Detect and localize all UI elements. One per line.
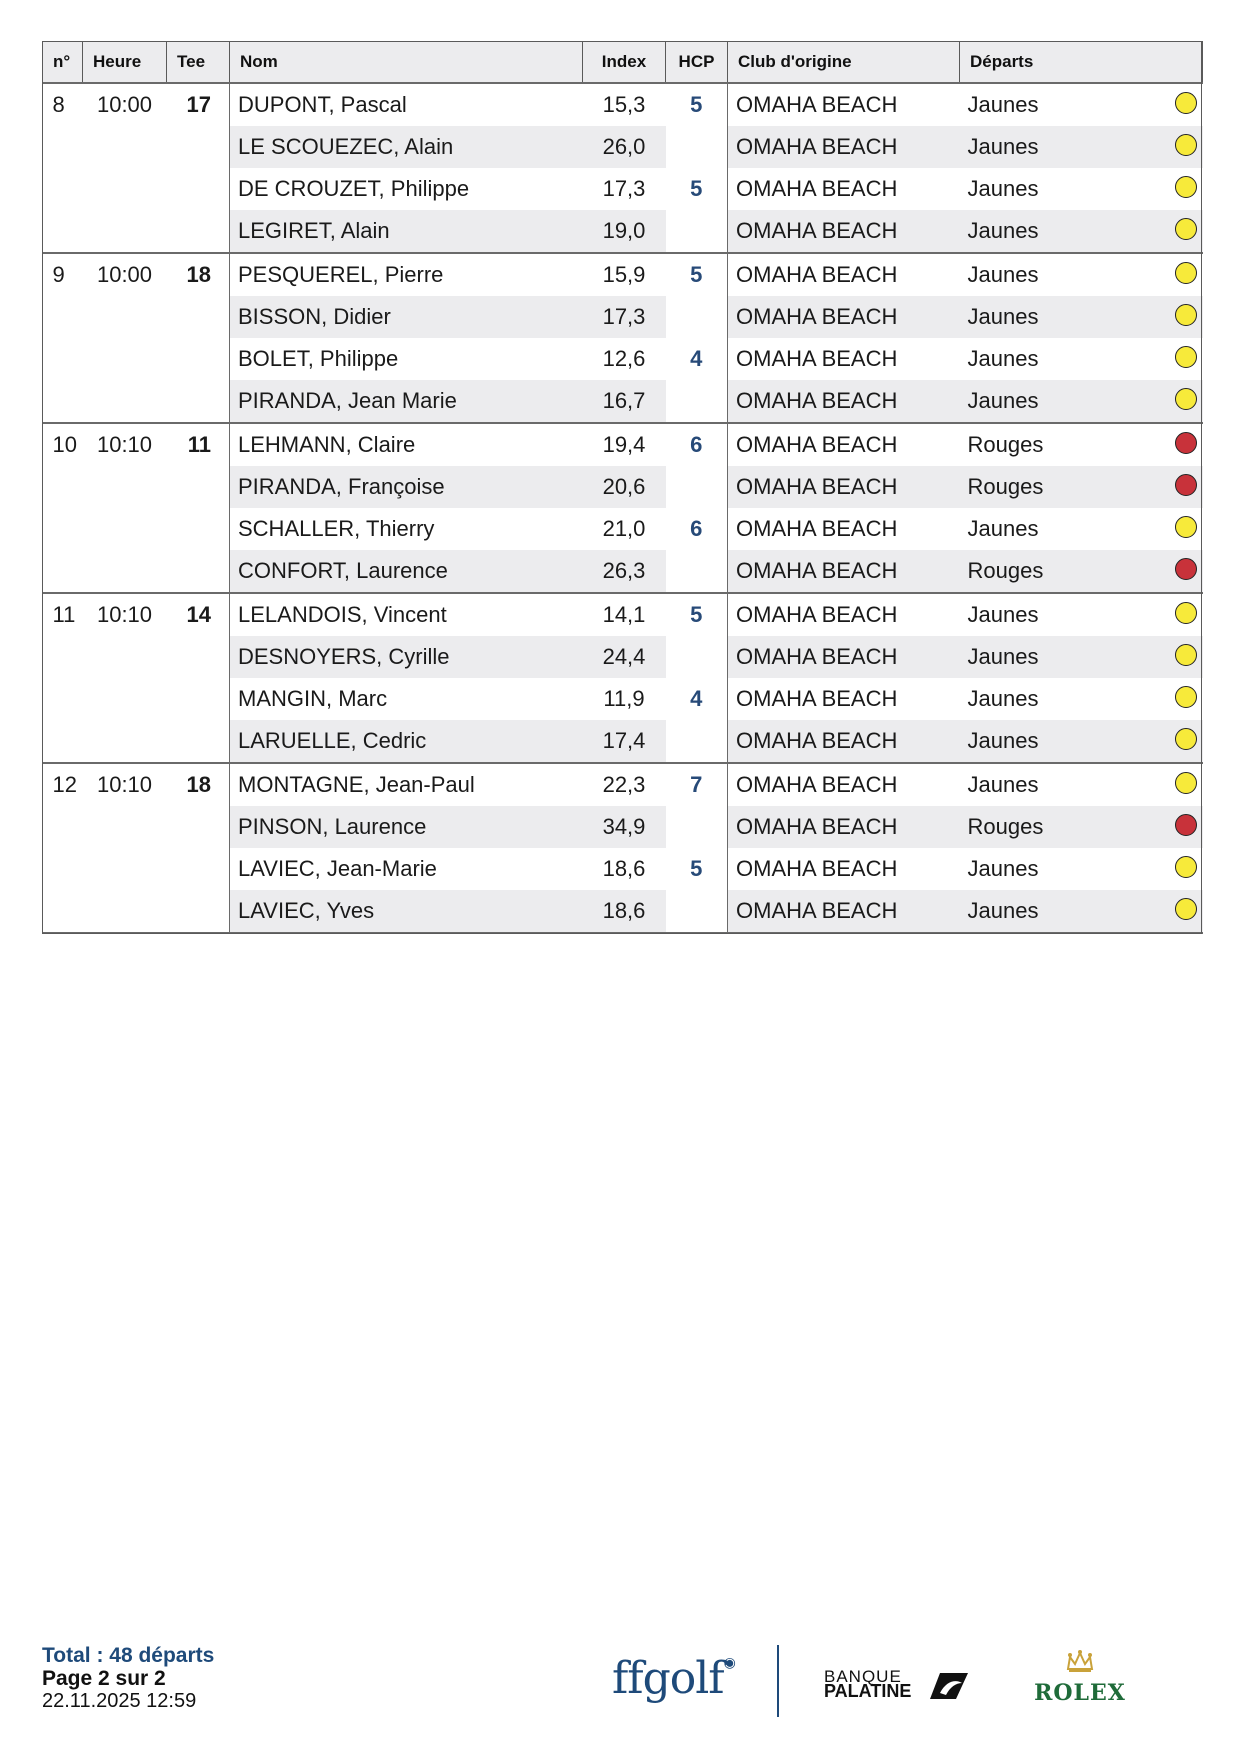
- player-club: OMAHA BEACH: [736, 772, 898, 797]
- player-hcp: 5: [666, 593, 728, 636]
- rolex-crown-icon: [1065, 1649, 1095, 1673]
- ffgolf-logo: [612, 1653, 735, 1704]
- tee-color-dot-icon: [1175, 218, 1197, 240]
- player-club: OMAHA BEACH: [728, 126, 960, 168]
- banque-label: BANQUE: [824, 1667, 902, 1686]
- depart-label: Jaunes: [967, 898, 1039, 923]
- player-depart: [960, 210, 1203, 253]
- player-name: LEHMANN, Claire: [238, 432, 416, 457]
- player-hcp: [666, 720, 728, 763]
- player-depart: [960, 466, 1203, 508]
- group-time: 10:00: [96, 92, 153, 117]
- player-hcp: 7: [666, 763, 728, 806]
- player-hcp: 5: [666, 168, 728, 210]
- player-hcp: 5: [666, 253, 728, 296]
- depart-label: Jaunes: [967, 346, 1039, 371]
- tee-color-dot-icon: [1175, 304, 1197, 326]
- group-tee: 14: [167, 593, 230, 763]
- sponsor-logos: [612, 1645, 1132, 1723]
- player-depart: [960, 126, 1203, 168]
- depart-label: Jaunes: [967, 686, 1039, 711]
- player-depart: [960, 550, 1203, 593]
- group-number: 9: [52, 262, 65, 287]
- player-depart: [960, 83, 1203, 126]
- tee-color-dot-icon: [1175, 898, 1197, 920]
- player-hcp: [666, 806, 728, 848]
- banque-palatine-logo: [824, 1667, 984, 1707]
- tee-group: [43, 593, 1203, 763]
- player-club: OMAHA BEACH: [728, 720, 960, 763]
- depart-label: Rouges: [967, 432, 1044, 457]
- player-club: OMAHA BEACH: [736, 262, 898, 287]
- tee-color-dot-icon: [1175, 176, 1197, 198]
- table-row: [43, 423, 1203, 466]
- player-index: 26,3: [583, 550, 666, 593]
- group-tee: 18: [167, 253, 230, 423]
- tee-group: [43, 763, 1203, 933]
- tee-color-dot-icon: [1175, 772, 1197, 794]
- player-hcp: 4: [666, 338, 728, 380]
- player-club: OMAHA BEACH: [736, 176, 898, 201]
- tee-color-dot-icon: [1175, 728, 1197, 750]
- player-club: OMAHA BEACH: [736, 516, 898, 541]
- player-hcp: [666, 210, 728, 253]
- player-club: OMAHA BEACH: [728, 890, 960, 933]
- player-depart: [960, 380, 1203, 423]
- player-index: 22,3: [602, 772, 646, 797]
- tee-times-table: [42, 41, 1203, 934]
- player-club: OMAHA BEACH: [728, 380, 960, 423]
- player-index: 12,6: [602, 346, 646, 371]
- total-departs: Total : 48 départs: [42, 1644, 215, 1667]
- player-depart: [960, 508, 1203, 550]
- depart-label: Jaunes: [967, 92, 1039, 117]
- player-name: LE SCOUEZEC, Alain: [230, 126, 583, 168]
- player-hcp: 6: [666, 423, 728, 466]
- tee-color-dot-icon: [1175, 516, 1197, 538]
- player-depart: [960, 253, 1203, 296]
- player-name: LEGIRET, Alain: [230, 210, 583, 253]
- player-name: DE CROUZET, Philippe: [238, 176, 470, 201]
- player-hcp: [666, 296, 728, 338]
- group-number: 12: [52, 772, 77, 797]
- depart-label: Jaunes: [967, 218, 1039, 243]
- player-index: 20,6: [583, 466, 666, 508]
- table-row: [43, 763, 1203, 806]
- depart-label: Jaunes: [967, 176, 1039, 201]
- palatine-wave-icon: [926, 1669, 970, 1701]
- player-hcp: [666, 126, 728, 168]
- depart-label: Jaunes: [967, 728, 1039, 753]
- player-club: OMAHA BEACH: [728, 466, 960, 508]
- col-header-n: n°: [43, 42, 83, 84]
- tee-color-dot-icon: [1175, 558, 1197, 580]
- tee-color-dot-icon: [1175, 644, 1197, 666]
- tee-color-dot-icon: [1175, 262, 1197, 284]
- player-depart: [960, 593, 1203, 636]
- table-header: [43, 42, 1203, 84]
- player-name: BISSON, Didier: [230, 296, 583, 338]
- tee-color-dot-icon: [1175, 346, 1197, 368]
- player-depart: [960, 296, 1203, 338]
- group-tee: 11: [167, 423, 230, 593]
- player-depart: [960, 890, 1203, 933]
- group-time: 10:10: [96, 602, 153, 627]
- col-header-departs: Départs: [960, 42, 1203, 84]
- depart-label: Jaunes: [967, 856, 1039, 881]
- group-number: 11: [52, 602, 76, 627]
- player-hcp: 6: [666, 508, 728, 550]
- group-number: 8: [52, 92, 65, 117]
- group-time: 10:10: [96, 432, 153, 457]
- depart-label: Jaunes: [967, 262, 1039, 287]
- print-date: 22.11.2025 12:59: [42, 1690, 197, 1712]
- player-name: DESNOYERS, Cyrille: [230, 636, 583, 678]
- table-row: [43, 593, 1203, 636]
- table-row: [43, 83, 1203, 126]
- footer-info: [42, 1644, 214, 1713]
- tee-group: [43, 253, 1203, 423]
- logo-divider: [777, 1645, 779, 1717]
- player-club: OMAHA BEACH: [728, 296, 960, 338]
- player-index: 17,3: [583, 296, 666, 338]
- player-name: PINSON, Laurence: [230, 806, 583, 848]
- player-index: 14,1: [602, 602, 646, 627]
- player-index: 24,4: [583, 636, 666, 678]
- player-index: 34,9: [583, 806, 666, 848]
- player-depart: [960, 338, 1203, 380]
- depart-label: Jaunes: [967, 516, 1039, 541]
- tee-color-dot-icon: [1175, 474, 1197, 496]
- page-number: Page 2 sur 2: [42, 1667, 166, 1690]
- depart-label: Jaunes: [967, 134, 1039, 159]
- player-index: 19,0: [583, 210, 666, 253]
- player-hcp: 4: [666, 678, 728, 720]
- player-name: LARUELLE, Cedric: [230, 720, 583, 763]
- group-time: 10:00: [96, 262, 153, 287]
- player-hcp: [666, 890, 728, 933]
- ffgolf-mark-icon: ◉: [723, 1655, 735, 1671]
- depart-label: Jaunes: [967, 388, 1039, 413]
- player-index: 17,3: [602, 176, 646, 201]
- tee-color-dot-icon: [1175, 814, 1197, 836]
- player-index: 21,0: [602, 516, 646, 541]
- player-depart: [960, 168, 1203, 210]
- player-name: PESQUEREL, Pierre: [238, 262, 444, 287]
- player-index: 18,6: [602, 856, 646, 881]
- player-club: OMAHA BEACH: [736, 346, 898, 371]
- col-header-club: Club d'origine: [728, 42, 960, 84]
- ffgolf-logo-text: ffgolf: [612, 1653, 724, 1704]
- player-depart: [960, 636, 1203, 678]
- col-header-nom: Nom: [230, 42, 583, 84]
- player-name: PIRANDA, Françoise: [230, 466, 583, 508]
- tee-color-dot-icon: [1175, 602, 1197, 624]
- player-index: 17,4: [583, 720, 666, 763]
- player-name: SCHALLER, Thierry: [238, 516, 435, 541]
- player-depart: [960, 848, 1203, 890]
- depart-label: Rouges: [967, 814, 1044, 839]
- tee-color-dot-icon: [1175, 134, 1197, 156]
- rolex-wordmark: ROLEX: [1034, 1680, 1126, 1706]
- player-club: OMAHA BEACH: [736, 432, 898, 457]
- player-name: DUPONT, Pascal: [238, 92, 407, 117]
- player-depart: [960, 678, 1203, 720]
- player-hcp: [666, 466, 728, 508]
- player-hcp: [666, 550, 728, 593]
- group-tee: 17: [167, 83, 230, 253]
- player-name: MONTAGNE, Jean-Paul: [238, 772, 475, 797]
- player-index: 11,9: [603, 686, 645, 711]
- col-header-tee: Tee: [167, 42, 230, 84]
- group-tee: 18: [167, 763, 230, 933]
- player-club: OMAHA BEACH: [736, 686, 898, 711]
- tee-group: [43, 423, 1203, 593]
- col-header-index: Index: [583, 42, 666, 84]
- player-club: OMAHA BEACH: [728, 550, 960, 593]
- col-header-heure: Heure: [83, 42, 167, 84]
- depart-label: Rouges: [967, 558, 1044, 583]
- player-club: OMAHA BEACH: [728, 210, 960, 253]
- depart-label: Jaunes: [967, 644, 1039, 669]
- player-club: OMAHA BEACH: [736, 602, 898, 627]
- table-row: [43, 253, 1203, 296]
- group-time: 10:10: [96, 772, 153, 797]
- player-club: OMAHA BEACH: [728, 806, 960, 848]
- player-hcp: [666, 380, 728, 423]
- player-depart: [960, 763, 1203, 806]
- player-name: LAVIEC, Yves: [230, 890, 583, 933]
- player-hcp: 5: [666, 83, 728, 126]
- tee-color-dot-icon: [1175, 92, 1197, 114]
- player-depart: [960, 806, 1203, 848]
- palatine-label: PALATINE: [824, 1681, 912, 1701]
- player-depart: [960, 720, 1203, 763]
- player-hcp: 5: [666, 848, 728, 890]
- player-hcp: [666, 636, 728, 678]
- player-name: BOLET, Philippe: [238, 346, 399, 371]
- depart-label: Jaunes: [967, 772, 1039, 797]
- tee-color-dot-icon: [1175, 432, 1197, 454]
- player-name: LELANDOIS, Vincent: [238, 602, 447, 627]
- player-index: 26,0: [583, 126, 666, 168]
- player-club: OMAHA BEACH: [728, 636, 960, 678]
- player-club: OMAHA BEACH: [736, 856, 898, 881]
- player-name: MANGIN, Marc: [238, 686, 388, 711]
- player-index: 15,9: [602, 262, 646, 287]
- tee-group: [43, 83, 1203, 253]
- rolex-logo: [1030, 1649, 1130, 1706]
- player-index: 15,3: [602, 92, 646, 117]
- player-index: 18,6: [583, 890, 666, 933]
- col-header-hcp: HCP: [666, 42, 728, 84]
- player-index: 16,7: [583, 380, 666, 423]
- depart-label: Jaunes: [967, 602, 1039, 627]
- depart-label: Jaunes: [967, 304, 1039, 329]
- depart-label: Rouges: [967, 474, 1044, 499]
- player-name: PIRANDA, Jean Marie: [230, 380, 583, 423]
- player-depart: [960, 423, 1203, 466]
- player-club: OMAHA BEACH: [736, 92, 898, 117]
- player-name: LAVIEC, Jean-Marie: [238, 856, 437, 881]
- tee-color-dot-icon: [1175, 388, 1197, 410]
- group-number: 10: [52, 432, 77, 457]
- tee-color-dot-icon: [1175, 686, 1197, 708]
- player-index: 19,4: [602, 432, 646, 457]
- tee-color-dot-icon: [1175, 856, 1197, 878]
- player-name: CONFORT, Laurence: [230, 550, 583, 593]
